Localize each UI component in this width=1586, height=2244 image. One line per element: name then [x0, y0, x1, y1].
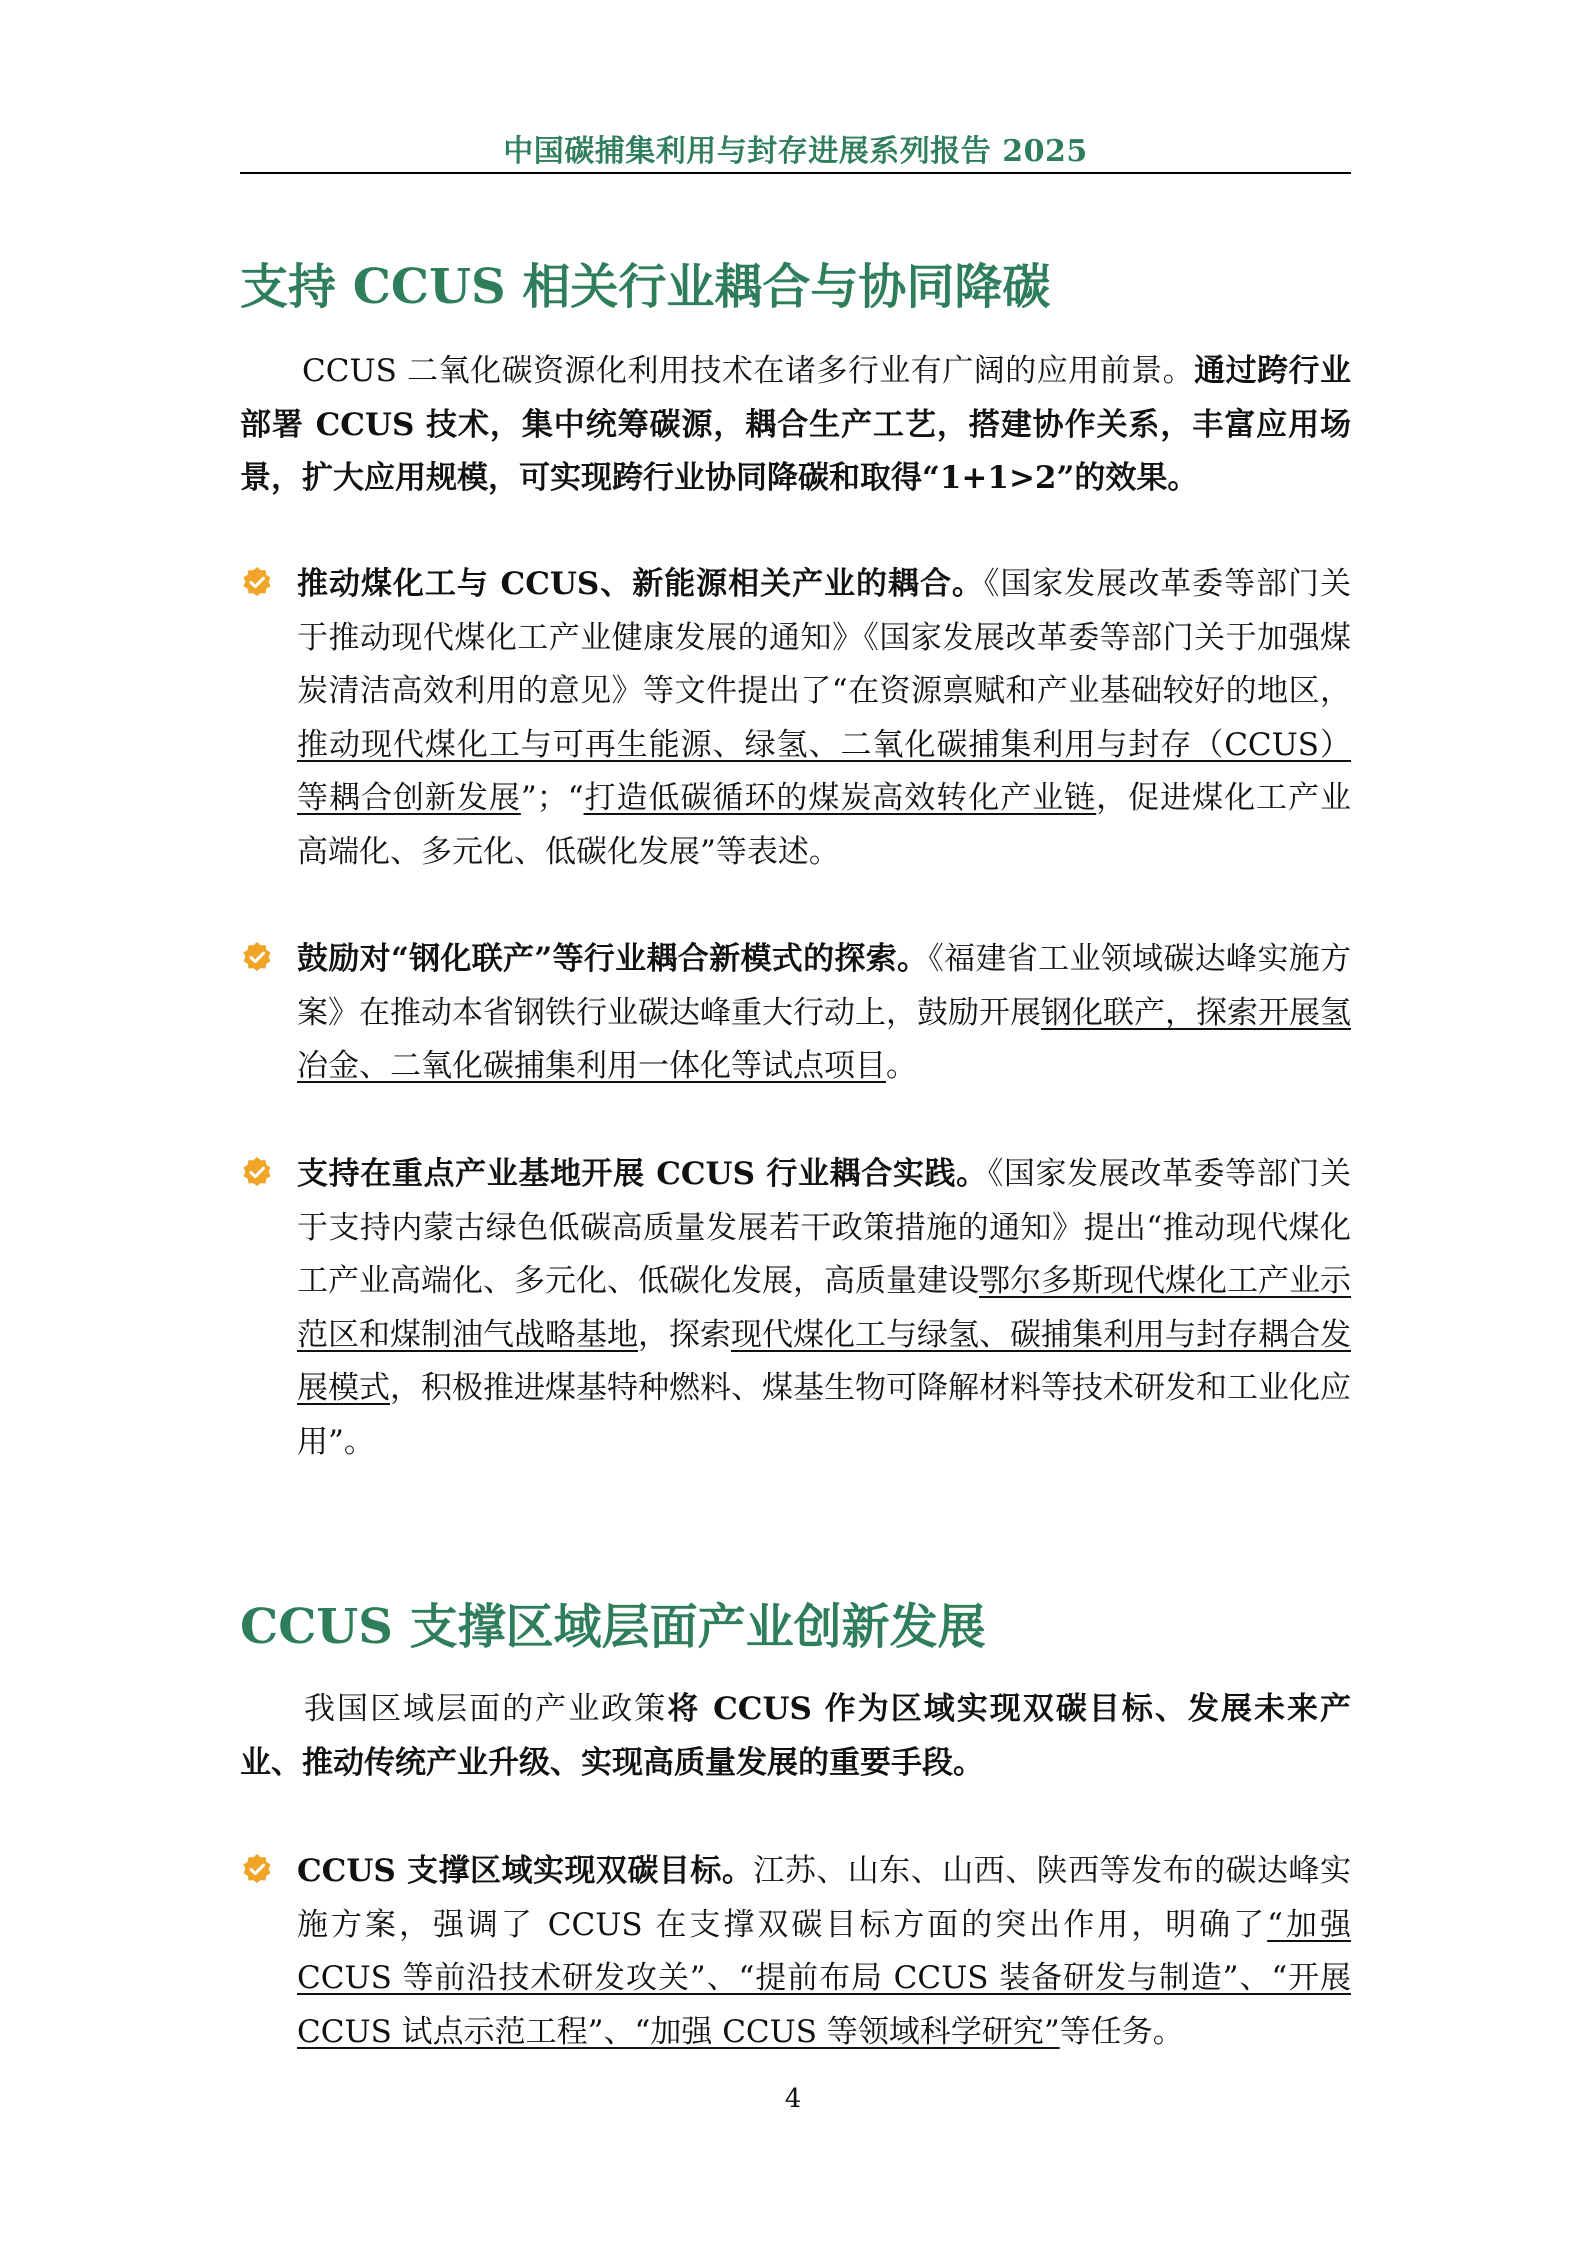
bullet-text: 江苏、山东、山西、陕西等发布的碳达峰实施方案，强调了 CCUS 在支撑双碳目标方面的突出作用，明确了 [297, 1853, 1352, 1943]
bullet-text: ，促进煤化工产业高端化、多元化、低碳化发展”等表述。 [297, 780, 1352, 870]
bullet-lead-text: CCUS 支撑区域实现双碳目标。 [297, 1853, 754, 1889]
bullet-steel-chemical-coproduction [297, 933, 1351, 1094]
bullet-text: ，探索 [638, 1316, 731, 1353]
section1-intro-paragraph [240, 345, 1351, 506]
section-title-regional-innovation: CCUS 支撑区域层面产业创新发展 [240, 1599, 986, 1655]
section2-intro-plain: 我国区域层面的产业政策 [302, 1691, 668, 1727]
underlined-quote: 鄂尔多斯现代煤化工产业示范区和煤制油气战略基地 [297, 1263, 1351, 1353]
bullet-lead-text: 支持在重点产业基地开展 CCUS 行业耦合实践。 [297, 1156, 988, 1192]
badge-check-icon [242, 1157, 272, 1187]
bullet-lead-text: 推动煤化工与 CCUS、新能源相关产业的耦合。 [297, 566, 984, 602]
bullet-text: 《国家发展改革委等部门关于支持内蒙古绿色低碳高质量发展若干政策措施的通知》提出“推动现代煤化工产业高端化、多元化、低碳化发展，高质量建设 [297, 1156, 1351, 1299]
underlined-quote: 打造低碳循环的煤炭高效转化产业链 [583, 780, 1097, 816]
bullet-regional-dual-carbon [297, 1845, 1351, 2059]
page-number: 4 [784, 2084, 802, 2114]
section2-intro-paragraph [240, 1683, 1351, 1790]
bullet-text: 《福建省工业领域碳达峰实施方案》在推动本省钢铁行业碳达峰重大行动上，鼓励开展 [297, 941, 1351, 1031]
section2-intro-bold: 将 CCUS 作为区域实现双碳目标、发展未来产业、推动传统产业升级、实现高质量发展的重要手段。 [240, 1691, 1352, 1781]
bullet-coal-chemical-coupling [297, 558, 1351, 879]
bullet-text: 《国家发展改革委等部门关于推动现代煤化工产业健康发展的通知》《国家发展改革委等部门关于加强煤炭清洁高效利用的意见》等文件提出了“在资源禀赋和产业基础较好的地区， [297, 566, 1351, 709]
bullet-industrial-base-practice [297, 1148, 1351, 1469]
bullet-text: 。 [886, 1048, 917, 1084]
bullet-text: ”；“ [520, 780, 584, 816]
running-header-title: 中国碳捕集利用与封存进展系列报告 2025 [503, 134, 1088, 169]
badge-check-icon [242, 942, 272, 972]
bullet-lead-text: 鼓励对“钢化联产”等行业耦合新模式的探索。 [297, 941, 929, 977]
underlined-quote: “加强 CCUS 等前沿技术研发攻关”、“提前布局 CCUS 装备研发与制造”、“开展 CCUS 试点示范工程”、“加强 CCUS 等领域科学研究” [297, 1906, 1351, 2050]
underlined-quote: 现代煤化工与绿氢、碳捕集利用与封存耦合发展模式 [297, 1316, 1351, 1406]
badge-check-icon [242, 567, 272, 597]
bullet-text: ，积极推进煤基特种燃料、煤基生物可降解材料等技术研发和工业化应用”。 [297, 1370, 1351, 1460]
section-title-industry-coupling: 支持 CCUS 相关行业耦合与协同降碳 [240, 259, 1051, 315]
header-divider [240, 172, 1351, 174]
badge-check-icon [242, 1854, 272, 1884]
underlined-quote: 钢化联产，探索开展氢冶金、二氧化碳捕集利用一体化等试点项目 [297, 994, 1351, 1084]
section1-intro-plain: CCUS 二氧化碳资源化利用技术在诸多行业有广阔的应用前景。 [302, 353, 1195, 389]
section1-intro-bold: 通过跨行业部署 CCUS 技术，集中统筹碳源，耦合生产工艺，搭建协作关系，丰富应用场景，扩大应用规模，可实现跨行业协同降碳和取得“1+1>2”的效果。 [240, 353, 1352, 496]
underlined-quote: 推动现代煤化工与可再生能源、绿氢、二氧化碳捕集利用与封存（CCUS）等耦合创新发展 [297, 726, 1351, 816]
bullet-text: 等任务。 [1059, 2013, 1184, 2050]
